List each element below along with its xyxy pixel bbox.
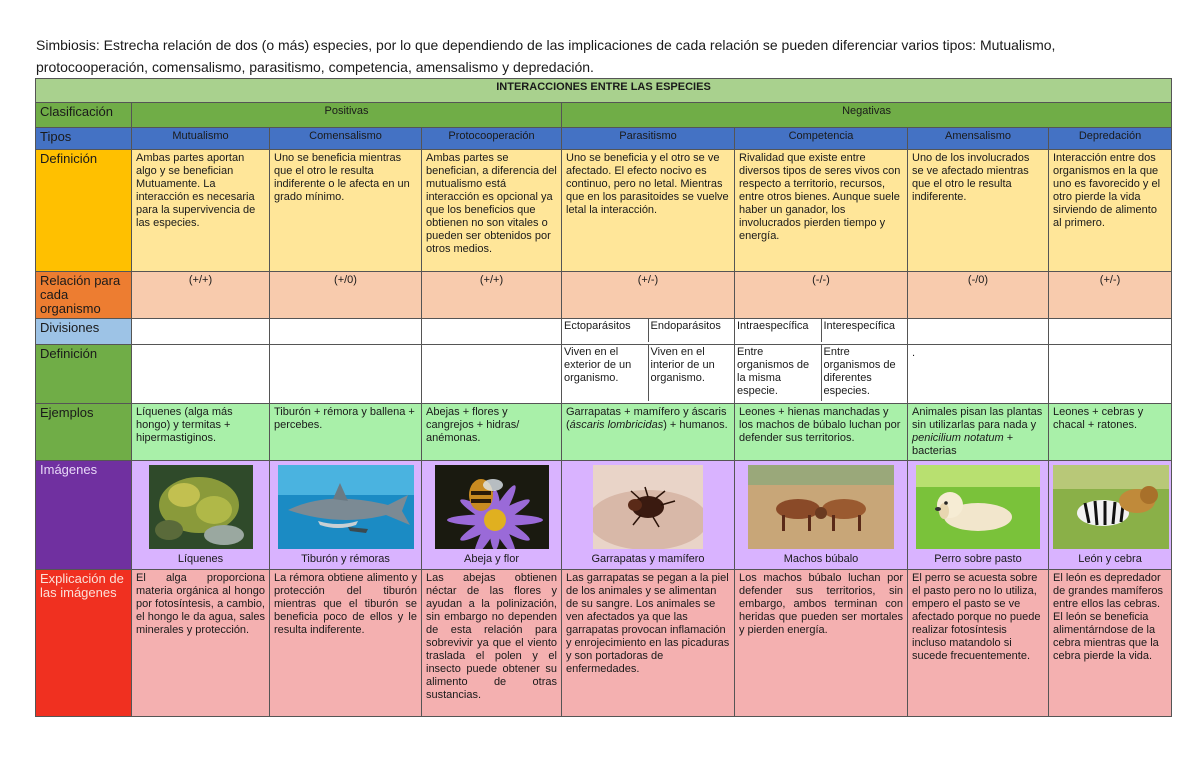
def2-protocooperacion: [422, 345, 562, 404]
tipo-mutualismo: Mutualismo: [132, 128, 270, 150]
label-tipos: Tipos: [36, 128, 132, 150]
label-imagenes: Imágenes: [36, 461, 132, 570]
tipo-competencia: Competencia: [735, 128, 908, 150]
div-protocooperacion: [422, 319, 562, 345]
def2-competencia: [735, 345, 908, 404]
ej-amensalismo: [908, 404, 1049, 461]
exp-depredacion: El león es depredador de grandes mamíferos entre ellos las cebras. El león se beneficia alimentárndose de la cebra mientras que la cebra pierde la vida.: [1049, 570, 1172, 717]
shark-photo: [278, 465, 414, 549]
img-cell-leon: [1049, 461, 1172, 570]
rel-parasitismo: (+/-): [562, 272, 735, 319]
def-protocooperacion: Ambas partes se benefician, a diferencia del mutualismo está interacción es opcional ya que los beneficios que obtienen no son vitales o pueden ser obtenidos por otros medios.: [422, 150, 562, 272]
ej-mutualismo: Líquenes (alga más hongo) y termitas + hipermastiginos.: [132, 404, 270, 461]
exp-competencia: Los machos búbalo luchan por defender sus territorios, sin embargo, ambos terminan con heridas que pueden ser mortales y pierden energía.: [735, 570, 908, 717]
label-definicion: Definición: [36, 150, 132, 272]
ej-amensalismo-a: Animales pisan las plantas sin utilizarlas para nada y: [912, 406, 1043, 431]
intro-paragraph: Simbiosis: Estrecha relación de dos (o más) especies, por lo que dependiendo de las implicaciones de cada relación se pueden diferenciar varios tipos: Mutualismo, protocooperación, comensalismo, parasitismo, competencia, amensalismo y depredación.: [36, 37, 1056, 75]
bee-flower-photo: [435, 465, 549, 549]
ej-amensalismo-b: + bacterias: [912, 432, 1014, 457]
ej-parasitismo: [562, 404, 735, 461]
div-depredacion: [1049, 319, 1172, 345]
caption-abeja: Abeja y flor: [463, 553, 520, 565]
rel-protocooperacion: (+/+): [422, 272, 562, 319]
def-endoparasitos: Viven en el interior de un organismo.: [648, 345, 734, 401]
div-mutualismo: [132, 319, 270, 345]
label-definicion-divisiones: Definición: [36, 345, 132, 404]
def-amensalismo: Uno de los involucrados se ve afectado mientras que el otro le resulta indiferente.: [908, 150, 1049, 272]
lichen-photo: [149, 465, 253, 549]
ej-depredacion: Leones + cebras y chacal + ratones.: [1049, 404, 1172, 461]
rel-depredacion: (+/-): [1049, 272, 1172, 319]
ej-competencia: Leones + hienas manchadas y los machos de búbalo luchan por defender sus territorios.: [735, 404, 908, 461]
ej-parasitismo-a: Garrapatas + mamífero y áscaris (: [566, 406, 727, 431]
rel-comensalismo: (+/0): [270, 272, 422, 319]
label-divisiones: Divisiones: [36, 319, 132, 345]
def-intraespecifica: Entre organismos de la misma especie.: [735, 345, 821, 401]
def-depredacion: Interacción entre dos organismos en la que uno es favorecido y el otro pierde la vida sirviendo de alimento al primero.: [1049, 150, 1172, 272]
img-cell-bubalo: [735, 461, 908, 570]
interactions-table: [35, 78, 1172, 717]
def2-amensalismo: .: [908, 345, 1049, 404]
img-cell-perro: [908, 461, 1049, 570]
caption-perro: Perro sobre pasto: [934, 553, 1022, 565]
tipo-parasitismo: Parasitismo: [562, 128, 735, 150]
hartebeest-photo: [748, 465, 894, 549]
exp-mutualismo: El alga proporciona materia orgánica al hongo por fotosíntesis, a cambio, el hongo le da agua, sales minerales y protección.: [132, 570, 270, 717]
caption-liquenes: Líquenes: [177, 553, 224, 565]
def-comensalismo: Uno se beneficia mientras que el otro le resulta indiferente o le afecta en un grado mínimo.: [270, 150, 422, 272]
img-cell-garrapata: [562, 461, 735, 570]
caption-leon: León y cebra: [1078, 553, 1142, 565]
img-cell-liquenes: [132, 461, 270, 570]
tipo-depredacion: Depredación: [1049, 128, 1172, 150]
def2-depredacion: [1049, 345, 1172, 404]
exp-protocooperacion: Las abejas obtienen néctar de las flores y ayudan a la polinización, sin embargo no dependen de esta relación para sobrevivir ya que el viento traslada el polen y el insecto puede obtener su alimento de otras sustancias.: [422, 570, 562, 717]
label-ejemplos: Ejemplos: [36, 404, 132, 461]
caption-bubalo: Machos búbalo: [783, 553, 859, 565]
div-competencia: [735, 319, 908, 345]
group-positivas: Positivas: [132, 103, 562, 128]
div-intraespecifica: Intraespecífica: [735, 319, 821, 342]
tick-photo: [593, 465, 703, 549]
exp-parasitismo: Las garrapatas se pegan a la piel de los animales y se alimentan de su sangre. Los animales se ven afectados ya que las garrapatas provocan inflamación y enrojecimiento en las picaduras y son portadoras de enfermedades.: [562, 570, 735, 717]
table-title: INTERACCIONES ENTRE LAS ESPECIES: [36, 79, 1172, 103]
div-endoparasitos: Endoparásitos: [648, 319, 734, 342]
exp-comensalismo: La rémora obtiene alimento y protección del tiburón mientras que el tiburón se beneficia poco de ellos y le resulta indiferente.: [270, 570, 422, 717]
def-mutualismo: Ambas partes aportan algo y se benefician Mutuamente. La interacción es necesaria para la supervivencia de las especies.: [132, 150, 270, 272]
rel-mutualismo: (+/+): [132, 272, 270, 319]
label-relacion: Relación para cada organismo: [36, 272, 132, 319]
img-cell-abeja: [422, 461, 562, 570]
caption-garrapata: Garrapatas y mamífero: [591, 553, 705, 565]
div-ectoparasitos: Ectoparásitos: [562, 319, 648, 342]
lion-zebra-photo: [1053, 465, 1169, 549]
ej-parasitismo-italic: áscaris lombricidas: [569, 419, 664, 431]
label-explicacion: Explicación de las imágenes: [36, 570, 132, 717]
caption-tiburon: Tiburón y rémoras: [301, 553, 390, 565]
def-parasitismo: Uno se beneficia y el otro se ve afectado. El efecto nocivo es continuo, pero no letal. Mientras que en los parasitoides se vuelve letal la interacción.: [562, 150, 735, 272]
tipo-protocooperacion: Protocooperación: [422, 128, 562, 150]
label-clasificacion: Clasificación: [36, 103, 132, 128]
ej-amensalismo-italic: penicilium notatum: [912, 432, 1004, 444]
tipo-amensalismo: Amensalismo: [908, 128, 1049, 150]
group-negativas: Negativas: [562, 103, 1172, 128]
ej-parasitismo-b: ) + humanos.: [663, 419, 728, 431]
dog-grass-photo: [916, 465, 1040, 549]
rel-amensalismo: (-/0): [908, 272, 1049, 319]
tipo-comensalismo: Comensalismo: [270, 128, 422, 150]
ej-comensalismo: Tiburón + rémora y ballena + percebes.: [270, 404, 422, 461]
def-ectoparasitos: Viven en el exterior de un organismo.: [562, 345, 648, 401]
def2-comensalismo: [270, 345, 422, 404]
div-comensalismo: [270, 319, 422, 345]
exp-amensalismo: El perro se acuesta sobre el pasto pero no lo utiliza, empero el pasto se ve afectado porque no puede realizar fotosíntesis incluso matandolo si sucede frecuentemente.: [908, 570, 1049, 717]
def-interespecifica: Entre organismos de diferentes especies.: [821, 345, 907, 401]
ej-protocooperacion: Abejas + flores y cangrejos + hidras/ anémonas.: [422, 404, 562, 461]
div-parasitismo: [562, 319, 735, 345]
def2-mutualismo: [132, 345, 270, 404]
rel-competencia: (-/-): [735, 272, 908, 319]
img-cell-tiburon: [270, 461, 422, 570]
div-interespecifica: Interespecífica: [821, 319, 907, 342]
def-competencia: Rivalidad que existe entre diversos tipos de seres vivos con respecto a territorio, recursos, entre otros bienes. Aunque suele haber un ganador, los involucrados pierden tiempo y energía.: [735, 150, 908, 272]
def2-parasitismo: [562, 345, 735, 404]
div-amensalismo: [908, 319, 1049, 345]
